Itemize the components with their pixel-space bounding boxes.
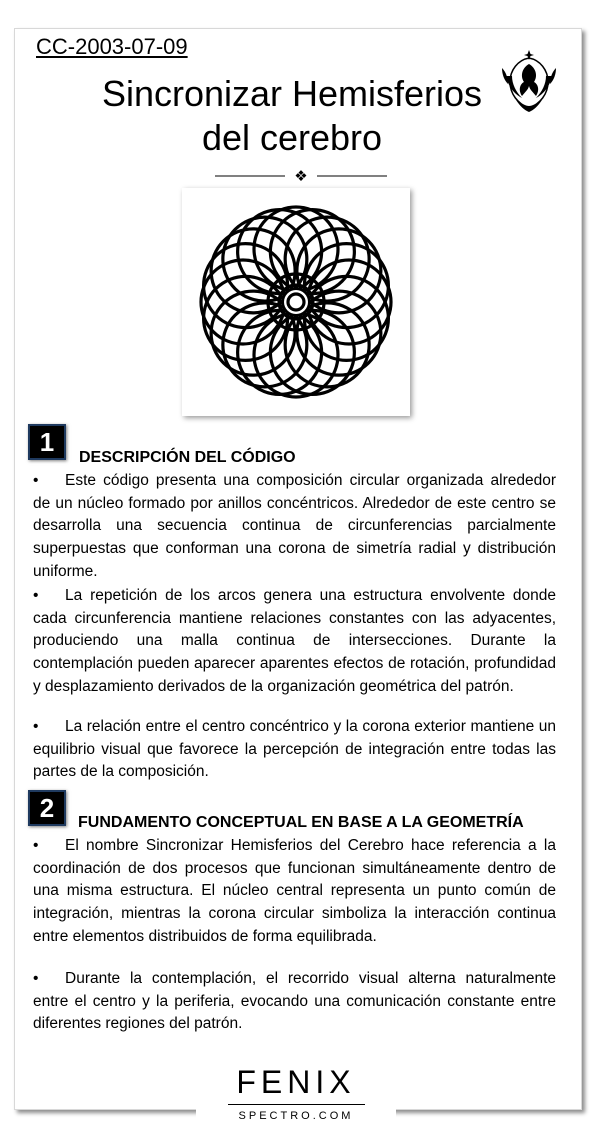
section-1-paragraph: • Este código presenta una composición circular organizada alrededor de un núcleo formado por anillos concéntricos. Alrededor de este centro se desarrolla una secuencia continua de circunferencias parcialmente superpuestas que conforman una corona de simetría radial y distribución uniforme. <box>33 472 556 580</box>
bullet-icon: • <box>33 718 39 735</box>
title-line-1: Sincronizar Hemisferios <box>101 73 483 114</box>
title-line-2: del cerebro <box>201 117 383 158</box>
phoenix-logo-icon <box>498 50 560 116</box>
bullet-icon: • <box>33 472 39 489</box>
section-2-number: 2 <box>28 790 66 826</box>
section-2-paragraph: • El nombre Sincronizar Hemisferios del Cerebro hace referencia a la coordinación de dos procesos que funcionan simultáneamente dentro de una misma estructura. El núcleo central representa un punto común de integración, mientras la corona circular simboliza la interacción continua entre elementos distribuidos de forma equilibrada. <box>33 837 556 945</box>
ornament-glyph: ❖ <box>294 167 308 185</box>
section-2-paragraph: • Durante la contemplación, el recorrido visual alterna naturalmente entre el centro y la periferia, evocando una comunicación constante entre diferentes regiones del patrón. <box>33 970 556 1033</box>
bullet-icon: • <box>33 587 39 604</box>
section-1-paragraph: • La relación entre el centro concéntrico y la corona exterior mantiene un equilibrio visual que favorece la percepción de integración entre todas las partes de la composición. <box>33 718 556 781</box>
page-title <box>60 72 524 160</box>
brand-site: SPECTRO.COM <box>238 1110 354 1122</box>
brand-name: FENIX <box>236 1064 356 1100</box>
section-2-heading: FUNDAMENTO CONCEPTUAL EN BASE A LA GEOMETRÍA <box>78 814 524 831</box>
brand-divider <box>228 1104 365 1105</box>
geometric-pattern <box>182 188 410 416</box>
bullet-icon: • <box>33 837 39 854</box>
section-1-heading: DESCRIPCIÓN DEL CÓDIGO <box>79 449 296 466</box>
bullet-icon: • <box>33 970 39 987</box>
section-1-paragraph: • La repetición de los arcos genera una estructura envolvente donde cada circunferencia mantiene relaciones constantes con las adyacentes, produciendo una malla continua de intersecciones. Durante la contemplación pueden aparecer aparentes efectos de rotación, profundidad y desplazamiento derivados de la organización geométrica del patrón. <box>33 587 556 695</box>
code-id: CC-2003-07-09 <box>36 34 188 59</box>
pattern-svg <box>182 188 410 416</box>
section-1-number: 1 <box>28 424 66 460</box>
title-ornament <box>215 166 387 186</box>
